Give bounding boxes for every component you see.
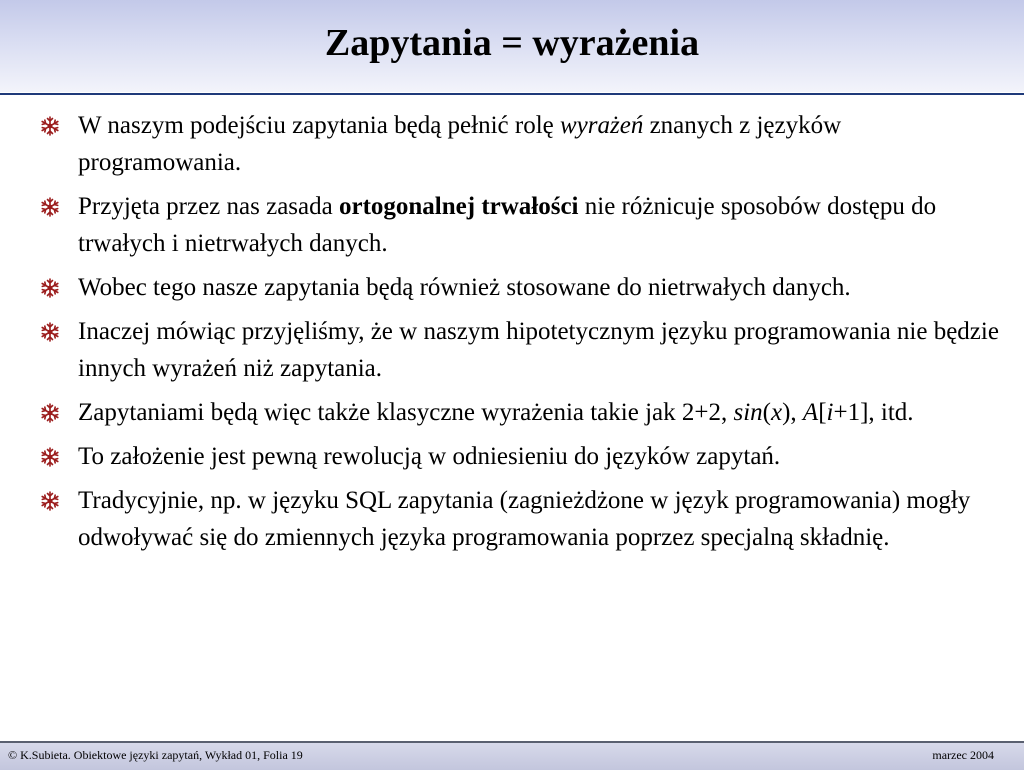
footer-copyright: © K.Subieta. Obiektowe języki zapytań, Wykład 01, Folia 19 (8, 748, 303, 762)
bullet-item (40, 107, 1010, 181)
bullet-text: W naszym podejściu zapytania będą pełnić rolę wyrażeń znanych z języków programowania. (78, 112, 842, 176)
bullet-text: Inaczej mówiąc przyjęliśmy, że w naszym hipotetycznym języku programowania nie będzie innych wyrażeń niż zapytania. (78, 318, 999, 382)
bullet-item (40, 438, 1010, 475)
snowflake-icon (40, 278, 60, 298)
footer-date: marzec 2004 (932, 748, 994, 762)
bullet-text: Wobec tego nasze zapytania będą również stosowane do nietrwałych danych. (78, 274, 851, 301)
slide-title: Zapytania = wyrażenia (324, 22, 700, 64)
title-divider (0, 93, 1024, 95)
snowflake-icon (40, 116, 60, 136)
bullet-item (40, 394, 1010, 431)
bullet-list (40, 107, 1010, 563)
bullet-item (40, 482, 1010, 556)
bullet-text: Zapytaniami będą więc także klasyczne wyrażenia takie jak 2+2, sin(x), A[i+1], itd. (78, 399, 914, 426)
footer-bar (0, 741, 1024, 770)
bullet-item (40, 269, 1010, 306)
bullet-text: To założenie jest pewną rewolucją w odniesieniu do języków zapytań. (78, 443, 781, 470)
snowflake-icon (40, 197, 60, 217)
bullet-text: Przyjęta przez nas zasada ortogonalnej trwałości nie różnicuje sposobów dostępu do trwałych i nietrwałych danych. (78, 193, 937, 257)
snowflake-icon (40, 322, 60, 342)
snowflake-icon (40, 447, 60, 467)
bullet-text: Tradycyjnie, np. w języku SQL zapytania (zagnieżdżone w język programowania) mogły odwoływać się do zmiennych języka programowania poprzez specjalną składnię. (78, 487, 971, 551)
bullet-item (40, 313, 1010, 387)
snowflake-icon (40, 491, 60, 511)
bullet-item (40, 188, 1010, 262)
snowflake-icon (40, 403, 60, 423)
